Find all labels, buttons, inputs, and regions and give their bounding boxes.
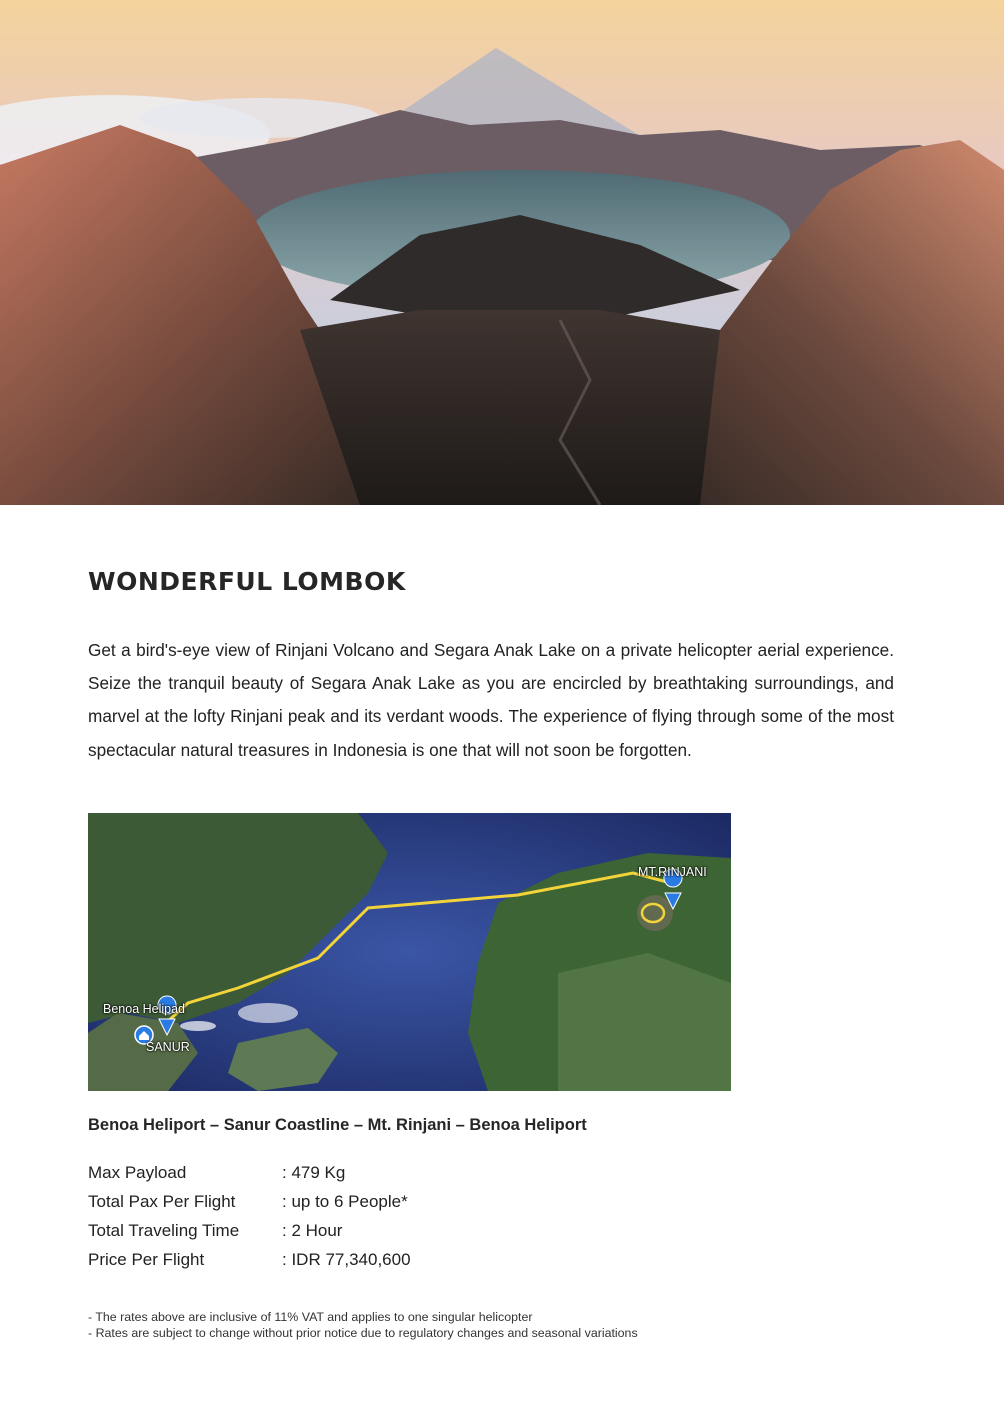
spec-label: Total Pax Per Flight (88, 1192, 236, 1211)
spec-label: Total Traveling Time (88, 1221, 240, 1240)
route-description: Benoa Heliport – Sanur Coastline – Mt. Rinjani – Benoa Heliport (88, 1116, 587, 1134)
spec-row-pax (88, 1189, 411, 1218)
spec-row-time (88, 1218, 411, 1247)
page-title: WONDERFUL LOMBOK (88, 567, 406, 596)
spec-label: Max Payload (88, 1163, 187, 1182)
map-label-benoa: Benoa Helipad (103, 1002, 186, 1016)
spec-value: : 2 Hour (282, 1221, 343, 1240)
map-label-rinjani: MT.RINJANI (638, 865, 707, 879)
spec-value: : 479 Kg (282, 1163, 346, 1182)
spec-row-payload (88, 1160, 411, 1189)
spec-value: : IDR 77,340,600 (282, 1250, 411, 1269)
footnote: - The rates above are inclusive of 11% VAT and applies to one singular helicopter (88, 1310, 533, 1324)
spec-table (88, 1160, 411, 1276)
spec-value: : up to 6 People* (282, 1192, 408, 1211)
footnote: - Rates are subject to change without prior notice due to regulatory changes and seasonal variations (88, 1325, 638, 1340)
hero-image (0, 0, 1004, 505)
map-label-sanur: SANUR (146, 1040, 190, 1054)
route-map (88, 813, 731, 1091)
footnotes (88, 1310, 638, 1341)
description: Get a bird's-eye view of Rinjani Volcano and Segara Anak Lake on a private helicopter aerial experience. Seize the tranquil beauty of Segara Anak Lake as you are encircled by breathtaking surroundings, and marvel at the lofty Rinjani peak and its verdant woods. The experience of flying through some of the most spectacular natural treasures in Indonesia is one that will not soon be forgotten. (88, 640, 894, 760)
spec-label: Price Per Flight (88, 1250, 205, 1269)
spec-row-price (88, 1247, 411, 1276)
